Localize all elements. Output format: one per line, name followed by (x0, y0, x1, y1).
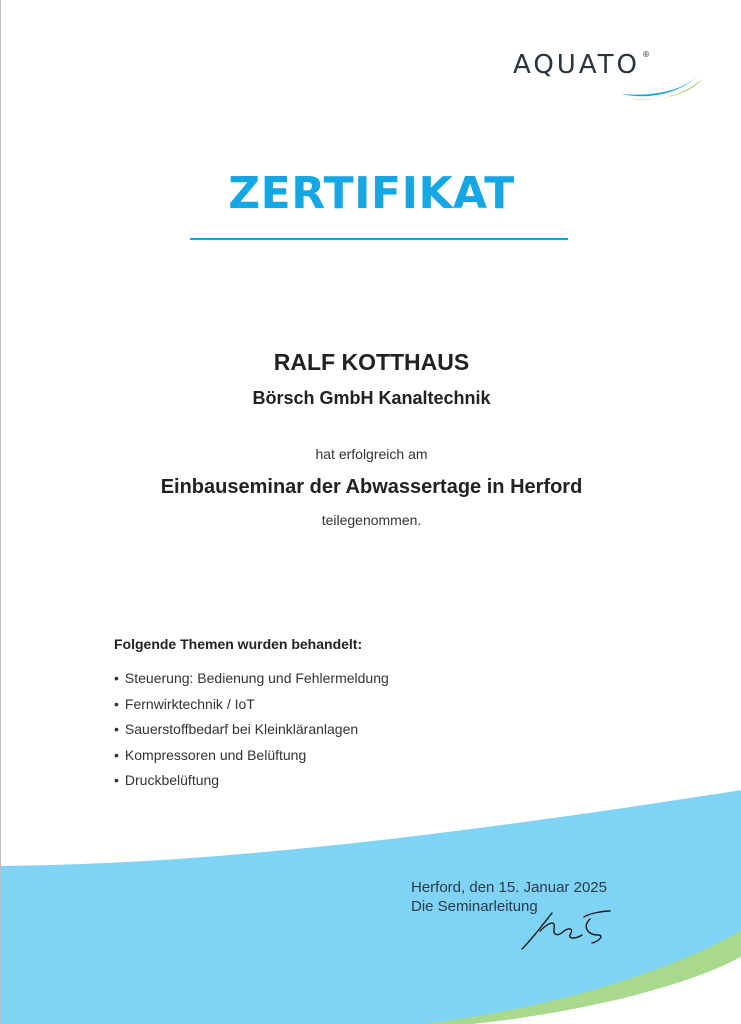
intro-text: hat erfolgreich am (315, 446, 428, 462)
topics-heading: Folgende Themen wurden behandelt: (114, 636, 363, 652)
seminar-title: Einbauseminar der Abwassertage in Herford (160, 476, 583, 498)
title-divider (190, 238, 568, 240)
topic-item: • Sauerstoffbedarf bei Kleinkläranlagen (114, 719, 389, 745)
place-date: Herford, den 15. Januar 2025 (411, 879, 607, 896)
logo-wordmark: AQUATO (513, 50, 640, 80)
topic-item: • Fernwirktechnik / IoT (114, 694, 389, 720)
topic-item: • Kompressoren und Belüftung (114, 745, 389, 771)
logo-registered-mark: ® (641, 50, 650, 59)
participant-name: RALF KOTTHAUS (273, 349, 470, 375)
participant-company: Börsch GmbH Kanaltechnik (252, 388, 491, 408)
handwritten-signature (518, 905, 618, 955)
logo-swoosh-icon (613, 68, 705, 102)
aquato-logo (513, 50, 713, 102)
outro-text: teilegenommen. (321, 512, 422, 528)
background-waves (1, 770, 741, 1024)
signatory-role: Die Seminarleitung (411, 898, 538, 915)
topic-item: • Druckbelüftung (114, 770, 389, 796)
certificate-title: ZERTIFIKAT (228, 168, 515, 219)
topic-item: • Steuerung: Bedienung und Fehlermeldung (114, 668, 389, 694)
